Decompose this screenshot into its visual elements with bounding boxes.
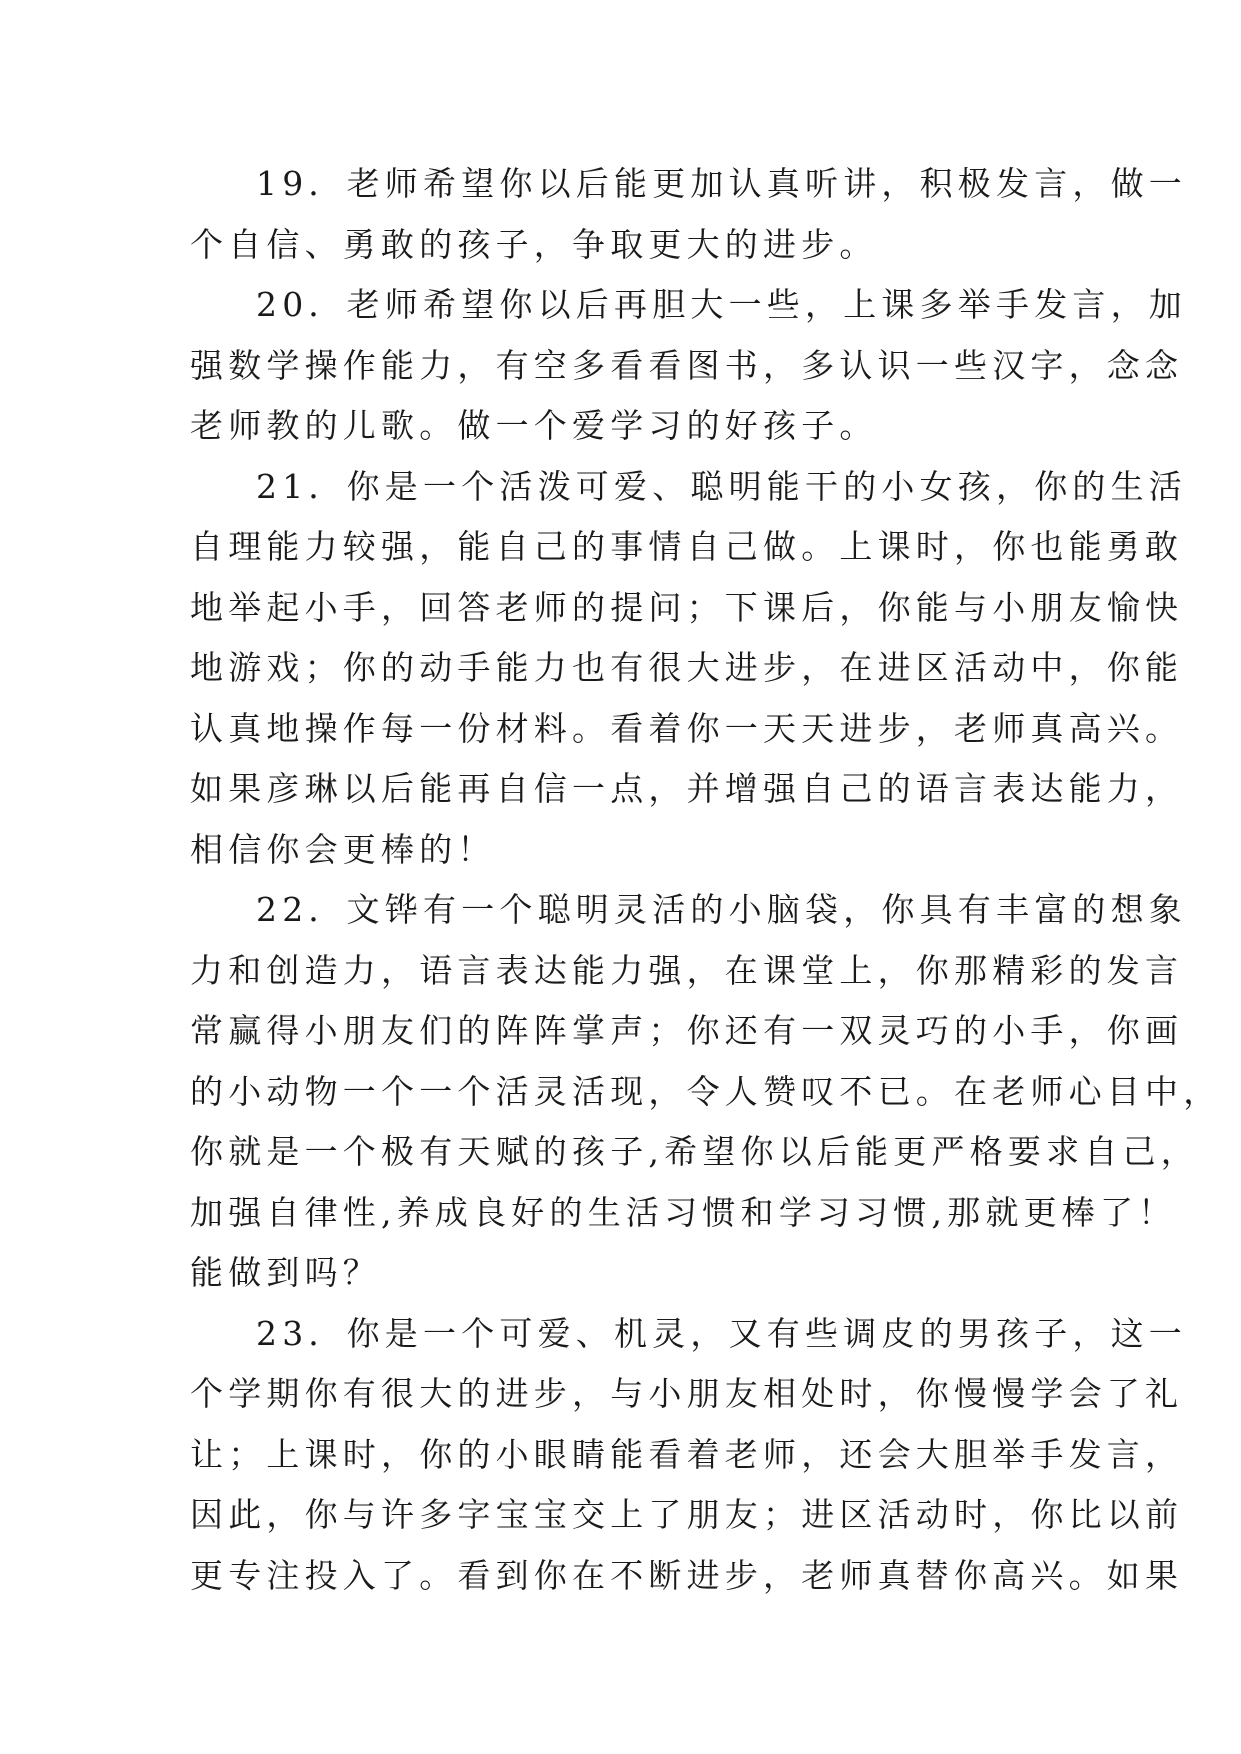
paragraph-line: 20．老师希望你以后再胆大一些，上课多举手发言，加 [256, 285, 1187, 324]
paragraph-22 [190, 880, 1222, 1304]
paragraph-line: 强数学操作能力，有空多看看图书，多认识一些汉字，念念 [190, 345, 1184, 385]
paragraph-line: 如果彦琳以后能再自信一点，并增强自己的语言表达能力， [190, 769, 1184, 808]
paragraph-line: 力和创造力，语言表达能力强，在课堂上，你那精彩的发言 [190, 950, 1184, 990]
paragraph-line: 23．你是一个可爱、机灵，又有些调皮的男孩子，这一 [256, 1313, 1187, 1353]
paragraph-line: 22．文铧有一个聪明灵活的小脑袋，你具有丰富的想象 [256, 890, 1187, 929]
paragraph-line: 的小动物一个一个活灵活现，令人赞叹不已。在老师心目中， [190, 1071, 1222, 1111]
paragraph-line: 自理能力较强，能自己的事情自己做。上课时，你也能勇敢 [190, 527, 1184, 566]
paragraph-19 [190, 154, 1187, 275]
paragraph-line: 加强自律性,养成良好的生活习惯和学习习惯,那就更棒了！ [190, 1192, 1177, 1232]
paragraph-line: 21．你是一个活泼可爱、聪明能干的小女孩，你的生活 [256, 466, 1187, 506]
paragraph-23 [190, 1304, 1187, 1607]
paragraph-line: 地游戏；你的动手能力也有很大进步，在进区活动中，你能 [190, 648, 1184, 687]
paragraph-line: 相信你会更棒的！ [190, 829, 496, 869]
paragraph-line: 地举起小手，回答老师的提问；下课后，你能与小朋友愉快 [190, 587, 1184, 627]
paragraph-line: 19．老师希望你以后能更加认真听讲，积极发言，做一 [256, 164, 1187, 203]
paragraph-line: 个学期你有很大的进步，与小朋友相处时，你慢慢学会了礼 [190, 1374, 1184, 1413]
paragraph-line: 常赢得小朋友们的阵阵掌声；你还有一双灵巧的小手，你画 [190, 1011, 1184, 1050]
paragraph-21 [190, 457, 1187, 881]
body-text [190, 154, 1222, 1606]
paragraph-line: 更专注投入了。看到你在不断进步，老师真替你高兴。如果 [190, 1555, 1184, 1595]
paragraph-20 [190, 275, 1187, 457]
paragraph-line: 认真地操作每一份材料。看着你一天天进步，老师真高兴。 [190, 708, 1184, 748]
paragraph-line: 老师教的儿歌。做一个爱学习的好孩子。 [190, 406, 878, 445]
paragraph-line: 能做到吗？ [190, 1253, 381, 1292]
paragraph-line: 让；上课时，你的小眼睛能看着老师，还会大胆举手发言， [190, 1434, 1184, 1474]
paragraph-line: 因此，你与许多字宝宝交上了朋友；进区活动时，你比以前 [190, 1495, 1184, 1534]
paragraph-line: 你就是一个极有天赋的孩子,希望你以后能更严格要求自己， [190, 1132, 1199, 1171]
paragraph-line: 个自信、勇敢的孩子，争取更大的进步。 [190, 224, 878, 264]
